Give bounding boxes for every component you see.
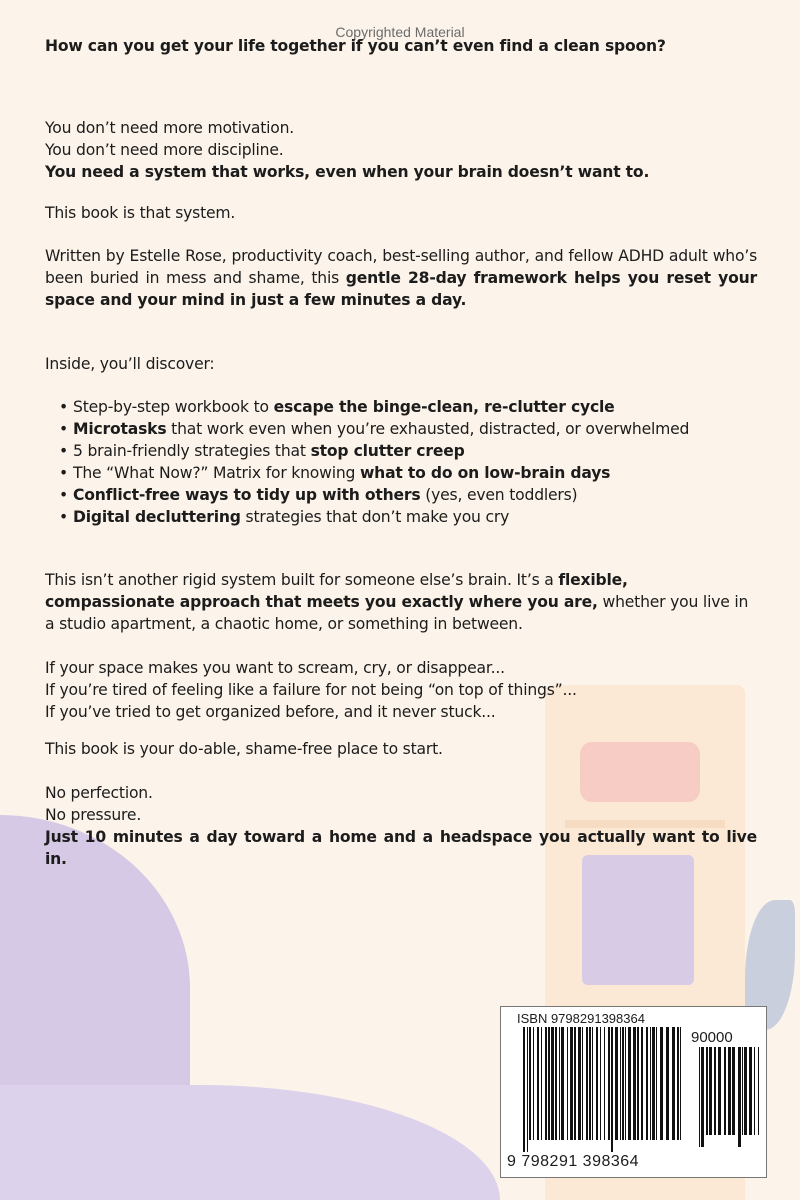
barcode-bar: [714, 1047, 716, 1135]
bullet-bold: stop clutter creep: [310, 442, 465, 460]
bullet-item: [45, 396, 757, 418]
written-bold: gentle 28-day framework helps you reset your space and your mind in just a few minutes a day.: [45, 269, 757, 309]
barcode-bar: [570, 1027, 573, 1140]
barcode-bar: [608, 1027, 610, 1140]
barcode-bar: [545, 1027, 547, 1140]
bullet-item: [45, 484, 757, 506]
closing-bold: Just 10 minutes a day toward a home and a headspace you actually want to live in.: [45, 828, 757, 868]
intro-line: [45, 161, 757, 183]
bullet-text: Step-by-step workbook to: [73, 398, 274, 416]
intro-bold: You need a system that works, even when your brain doesn’t want to.: [45, 163, 650, 181]
barcode-bar: [738, 1047, 741, 1147]
bullet-text: The “What Now?” Matrix for knowing: [73, 464, 360, 482]
written-text: Written by Estelle Rose, productivity coach, best-selling author, and fellow ADHD adult who’s been buried in mess and shame, this: [45, 247, 757, 287]
bullet-item: [45, 462, 757, 484]
barcode-bar: [620, 1027, 621, 1140]
barcode-bar: [742, 1047, 743, 1135]
closing: [45, 782, 757, 870]
barcode-bar: [537, 1027, 539, 1140]
barcode-bar: [615, 1027, 618, 1140]
bullet-list: [45, 396, 757, 528]
bullet-item: [45, 418, 757, 440]
barcode-digits: 9 798291 398364: [507, 1153, 640, 1170]
intro-line: You don’t need more motivation.: [45, 119, 295, 137]
barcode-bar: [541, 1027, 542, 1140]
if-line: If your space makes you want to scream, cry, or disappear...: [45, 659, 505, 677]
system-line: This book is that system.: [45, 204, 236, 222]
if-line: If you’ve tried to get organized before, and it never stuck...: [45, 703, 496, 721]
barcode-bar: [754, 1047, 755, 1135]
barcode-bar: [628, 1027, 631, 1140]
barcode-bar: [533, 1027, 534, 1140]
approach-paragraph: [45, 569, 757, 635]
inside-label: Inside, you’ll discover:: [45, 355, 215, 373]
bullet-bold: Conflict-free ways to tidy up with others: [73, 486, 421, 504]
barcode-bar: [749, 1047, 752, 1135]
approach-text: This isn’t another rigid system built for someone else’s brain. It’s a: [45, 571, 559, 589]
barcode-bar: [578, 1027, 581, 1140]
barcode-bar: [732, 1047, 735, 1135]
start-line: This book is your do-able, shame-free place to start.: [45, 740, 443, 758]
copyright-watermark: Copyrighted Material: [335, 24, 465, 40]
main-barcode-bars: [523, 1027, 683, 1152]
if-line: If you’re tired of feeling like a failure for not being “on top of things”...: [45, 681, 577, 699]
headline-text: How can you get your life together if you can’t even find a clean spoon?: [45, 37, 666, 55]
bullet-text: (yes, even toddlers): [420, 486, 578, 504]
purple-floor: [0, 1085, 500, 1200]
intro-line: You don’t need more discipline.: [45, 141, 284, 159]
addon-barcode-bars: [699, 1047, 761, 1147]
bullet-bold: what to do on low-brain days: [359, 464, 611, 482]
purple-box: [582, 855, 694, 985]
barcode-bar: [574, 1027, 576, 1140]
if-lines: [45, 657, 757, 723]
bullet-text: strategies that don’t make you cry: [240, 508, 510, 526]
bullet-bold: Microtasks: [73, 420, 167, 438]
closing-line: No pressure.: [45, 806, 142, 824]
isbn-barcode: [500, 1006, 767, 1178]
barcode-bar: [555, 1027, 557, 1140]
isbn-label: ISBN 9798291398364: [517, 1011, 645, 1026]
barcode-bar: [656, 1027, 657, 1140]
barcode-bar: [666, 1027, 669, 1140]
barcode-bar: [728, 1047, 731, 1135]
barcode-bar: [680, 1027, 681, 1140]
bullet-bold: escape the binge-clean, re-clutter cycle: [273, 398, 615, 416]
bullet-item: [45, 506, 757, 528]
barcode-bar: [523, 1027, 525, 1152]
barcode-bar: [527, 1027, 528, 1152]
barcode-bar: [709, 1047, 712, 1135]
barcode-bar: [677, 1027, 679, 1140]
barcode-bar: [650, 1027, 651, 1140]
barcode-bar: [567, 1027, 568, 1140]
barcode-bar: [592, 1027, 593, 1140]
bullet-item: [45, 440, 757, 462]
barcode-bar: [622, 1027, 624, 1140]
headline: [45, 35, 757, 57]
barcode-bar: [652, 1027, 655, 1140]
barcode-bar: [641, 1027, 643, 1140]
barcode-bar: [582, 1027, 583, 1140]
barcode-bar: [724, 1047, 726, 1135]
barcode-bar: [672, 1027, 675, 1140]
barcode-bar: [604, 1027, 605, 1140]
barcode-bar: [637, 1027, 639, 1140]
approach-bold: flexible, compassionate approach that meets you exactly where you are,: [45, 571, 628, 611]
closing-line: [45, 826, 757, 870]
barcode-bar: [611, 1027, 613, 1152]
bullet-text: 5 brain-friendly strategies that: [73, 442, 311, 460]
barcode-bar: [706, 1047, 708, 1135]
closing-line: No perfection.: [45, 784, 153, 802]
bullet-text: that work even when you’re exhausted, distracted, or overwhelmed: [166, 420, 690, 438]
barcode-bar: [551, 1027, 554, 1140]
approach-text: whether you live in a studio apartment, a chaotic home, or something in between.: [45, 593, 749, 633]
written-paragraph: [45, 245, 757, 311]
barcode-bar: [718, 1047, 721, 1135]
barcode-bar: [701, 1047, 704, 1147]
barcode-bar: [633, 1027, 636, 1140]
barcode-bar: [660, 1027, 663, 1140]
barcode-bar: [559, 1027, 560, 1140]
barcode-bar: [758, 1047, 759, 1135]
intro: [45, 117, 757, 183]
barcode-bar: [589, 1027, 591, 1140]
barcode-bar: [625, 1027, 626, 1140]
price-addon: 90000: [691, 1029, 733, 1046]
barcode-bar: [548, 1027, 550, 1140]
barcode-bar: [744, 1047, 747, 1135]
barcode-bar: [600, 1027, 601, 1140]
barcode-bar: [561, 1027, 564, 1140]
barcode-bar: [699, 1047, 700, 1147]
bullet-bold: Digital decluttering: [73, 508, 241, 526]
barcode-bar: [529, 1027, 531, 1140]
barcode-bar: [646, 1027, 648, 1140]
barcode-bar: [586, 1027, 588, 1140]
barcode-bar: [596, 1027, 598, 1140]
